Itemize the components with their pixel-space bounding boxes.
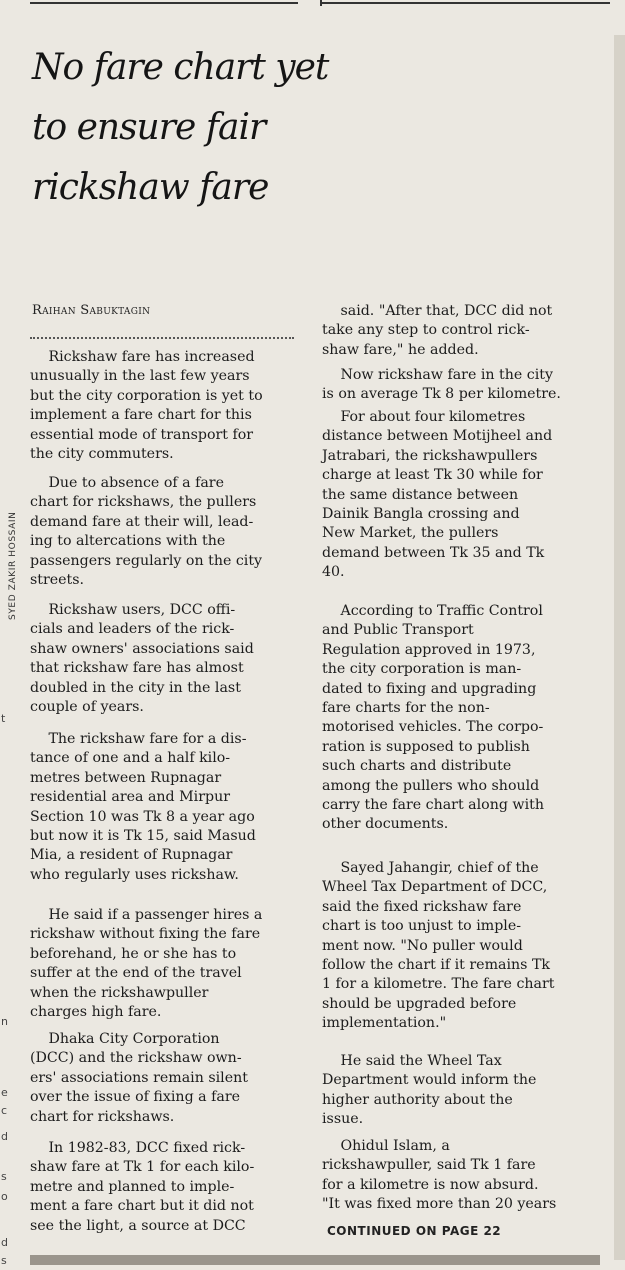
left-margin-fragments <box>0 0 10 1270</box>
margin-letter: n <box>1 1015 8 1028</box>
text-line: the city commuters. <box>30 446 174 463</box>
margin-letter: e <box>1 1086 8 1099</box>
text-line: doubled in the city in the last <box>30 679 241 696</box>
footer-bar <box>30 1255 600 1265</box>
text-line: carry the fare chart along with <box>322 797 544 814</box>
text-line: He said if a passenger hires a <box>48 907 263 923</box>
text-line: Regulation approved in 1973, <box>322 641 536 658</box>
text-line: rickshaw without fixing the fare <box>30 926 261 943</box>
text-line: that rickshaw fare has almost <box>30 660 244 677</box>
paragraph <box>322 859 607 1034</box>
headline-line: rickshaw fare <box>32 167 269 208</box>
text-line: charges high fare. <box>30 1004 162 1021</box>
text-line: implement a fare chart for this <box>30 407 252 424</box>
margin-letter: d <box>1 1236 8 1249</box>
text-line: According to Traffic Control <box>340 603 543 619</box>
text-line: when the rickshawpuller <box>30 984 209 1001</box>
text-line: Rickshaw fare has increased <box>48 349 255 365</box>
text-line: chart for rickshaws, the pullers <box>30 494 257 511</box>
text-line: ment a fare chart but it did not <box>30 1198 254 1215</box>
text-line: Due to absence of a fare <box>48 475 224 491</box>
paragraph <box>322 302 607 360</box>
text-line: among the pullers who should <box>322 777 540 794</box>
text-line: demand fare at their will, lead- <box>30 513 254 530</box>
top-rule-right <box>320 2 610 4</box>
text-line: over the issue of fixing a fare <box>30 1089 241 1106</box>
continued-notice: CONTINUED ON PAGE 22 <box>327 1224 502 1238</box>
text-line: ration is supposed to publish <box>322 738 530 755</box>
text-line: chart for rickshaws. <box>30 1108 175 1125</box>
text-line: said the fixed rickshaw fare <box>322 898 522 915</box>
text-line: essential mode of transport for <box>30 426 254 443</box>
text-line: who regularly uses rickshaw. <box>30 866 239 883</box>
text-line: but the city corporation is yet to <box>30 387 263 404</box>
text-line: Dhaka City Corporation <box>48 1031 220 1047</box>
text-line: see the light, a source at DCC <box>30 1217 246 1234</box>
text-line: Now rickshaw fare in the city <box>340 367 553 383</box>
photo-credit: SYED ZAKIR HOSSAIN <box>8 511 18 620</box>
margin-letter: o <box>1 1190 8 1203</box>
text-line: ment now. "No puller would <box>322 937 523 954</box>
text-line: such charts and distribute <box>322 758 512 775</box>
text-line: couple of years. <box>30 699 144 716</box>
paragraph <box>322 408 607 583</box>
text-line: distance between Motijheel and <box>322 428 553 445</box>
text-line: 1 for a kilometre. The fare chart <box>322 976 555 993</box>
top-rule-left <box>30 2 298 4</box>
text-line: the city corporation is man- <box>322 661 522 678</box>
margin-letter: t <box>1 712 6 725</box>
text-line: New Market, the pullers <box>322 525 499 542</box>
text-line: Department would inform the <box>322 1072 537 1089</box>
text-line: dated to fixing and upgrading <box>322 680 537 697</box>
text-line: (DCC) and the rickshaw own- <box>30 1050 242 1067</box>
text-line: residential area and Mirpur <box>30 789 230 806</box>
text-line: He said the Wheel Tax <box>340 1053 502 1069</box>
paragraph <box>30 348 300 464</box>
text-line: For about four kilometres <box>340 409 526 425</box>
text-line: cials and leaders of the rick- <box>30 621 235 638</box>
text-line: follow the chart if it remains Tk <box>322 957 551 974</box>
paragraph <box>322 602 607 835</box>
text-line: Jatrabari, the rickshawpullers <box>322 447 538 464</box>
text-line: Sayed Jahangir, chief of the <box>340 860 539 876</box>
paragraph <box>30 1139 300 1236</box>
text-line: rickshawpuller, said Tk 1 fare <box>322 1157 536 1174</box>
text-line: suffer at the end of the travel <box>30 965 242 982</box>
top-rule-corner <box>320 0 322 6</box>
text-line: implementation." <box>322 1015 447 1032</box>
text-line: The rickshaw fare for a dis- <box>48 731 247 747</box>
text-line: metres between Rupnagar <box>30 769 222 786</box>
paragraph <box>30 601 300 717</box>
text-line: metre and planned to imple- <box>30 1178 235 1195</box>
margin-letter: s <box>1 1254 7 1267</box>
text-line: ers' associations remain silent <box>30 1069 248 1086</box>
paragraph <box>322 1052 607 1130</box>
text-line: should be upgraded before <box>322 995 517 1012</box>
text-line: Wheel Tax Department of DCC, <box>322 879 548 896</box>
text-line: take any step to control rick- <box>322 322 530 339</box>
text-line: higher authority about the <box>322 1091 513 1108</box>
text-line: shaw fare at Tk 1 for each kilo- <box>30 1159 255 1176</box>
text-line: tance of one and a half kilo- <box>30 750 231 767</box>
headline-line: to ensure fair <box>32 107 266 148</box>
article-headline <box>32 38 617 218</box>
paragraph <box>30 730 300 885</box>
adjacent-page-edge <box>614 35 625 1260</box>
text-line: other documents. <box>322 816 449 833</box>
paragraph <box>322 1137 607 1215</box>
text-line: shaw fare," he added. <box>322 341 479 358</box>
text-line: Dainik Bangla crossing and <box>322 506 520 523</box>
text-line: said. "After that, DCC did not <box>340 303 553 319</box>
text-line: Ohidul Islam, a <box>340 1138 450 1154</box>
text-line: charge at least Tk 30 while for <box>322 467 543 484</box>
text-line: and Public Transport <box>322 622 474 639</box>
text-line: unusually in the last few years <box>30 368 250 385</box>
text-line: passengers regularly on the city <box>30 552 263 569</box>
text-line: shaw owners' associations said <box>30 640 254 657</box>
text-line: issue. <box>322 1111 364 1128</box>
text-line: Section 10 was Tk 8 a year ago <box>30 808 255 825</box>
paragraph <box>30 474 300 590</box>
text-line: Rickshaw users, DCC offi- <box>48 602 236 618</box>
text-line: ing to altercations with the <box>30 533 226 550</box>
byline-rule <box>30 337 294 339</box>
text-line: for a kilometre is now absurd. <box>322 1176 539 1193</box>
text-line: demand between Tk 35 and Tk <box>322 544 545 561</box>
text-line: In 1982-83, DCC fixed rick- <box>48 1140 246 1156</box>
text-line: "It was fixed more than 20 years <box>322 1196 557 1213</box>
text-line: 40. <box>322 564 345 581</box>
margin-letter: s <box>1 1170 7 1183</box>
text-line: streets. <box>30 572 85 589</box>
text-line: chart is too unjust to imple- <box>322 918 522 935</box>
paragraph <box>322 366 607 405</box>
text-line: motorised vehicles. The corpo- <box>322 719 544 736</box>
text-line: fare charts for the non- <box>322 700 490 717</box>
text-line: but now it is Tk 15, said Masud <box>30 828 256 845</box>
text-line: the same distance between <box>322 486 519 503</box>
byline: Raihan Sabuktagin <box>32 303 151 318</box>
margin-letter: c <box>1 1104 8 1117</box>
text-line: is on average Tk 8 per kilometre. <box>322 386 561 403</box>
headline-line: No fare chart yet <box>32 47 329 88</box>
paragraph <box>30 906 300 1022</box>
text-line: beforehand, he or she has to <box>30 945 237 962</box>
text-line: Mia, a resident of Rupnagar <box>30 847 233 864</box>
paragraph <box>30 1030 300 1127</box>
margin-letter: d <box>1 1130 8 1143</box>
